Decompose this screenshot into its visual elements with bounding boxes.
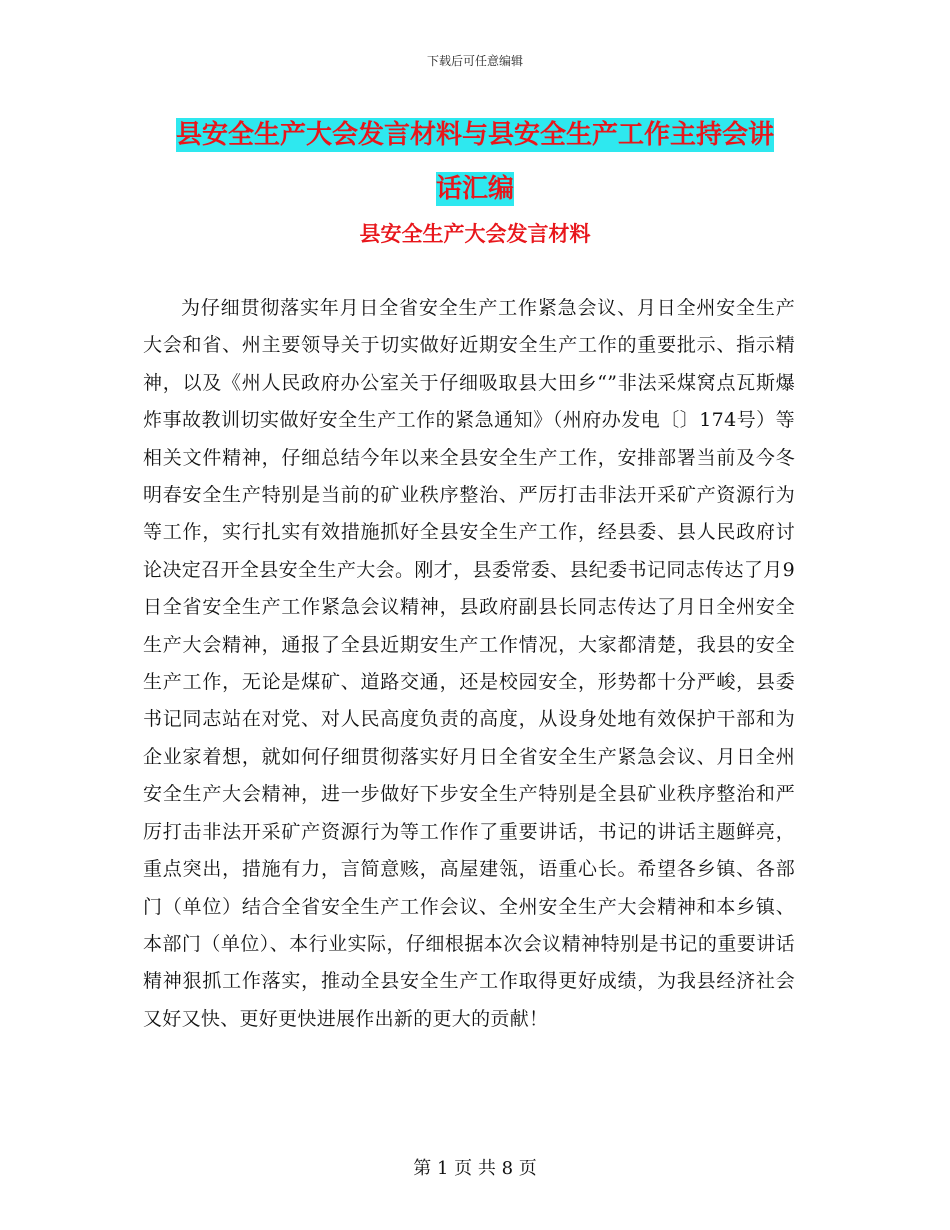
- document-title: [145, 108, 805, 216]
- title-line-1: 县安全生产大会发言材料与县安全生产工作主持会讲: [175, 120, 774, 150]
- title-line-2: 话汇编: [435, 174, 514, 204]
- section-title: 县安全生产大会发言材料: [359, 222, 591, 246]
- header-note: 下载后可任意编辑: [426, 54, 523, 68]
- body-paragraph: 为仔细贯彻落实年月日全省安全生产工作紧急会议、月日全州安全生产大会和省、州主要领导关于切实做好近期安全生产工作的重要批示、指示精神，以及《州人民政府办公室关于仔细吸取县大田乡“”非法采煤窝点瓦斯爆炸事故教训切实做好安全生产工作的紧急通知》（州府办发电〔〕174号）等相关文件精神，仔细总结今年以来全县安全生产工作，安排部署当前及今冬明春安全生产特别是当前的矿业秩序整治、严厉打击非法开采矿产资源行为等工作，实行扎实有效措施抓好全县安全生产工作，经县委、县人民政府讨论决定召开全县安全生产大会。刚才，县委常委、县纪委书记同志传达了月9日全省安全生产工作紧急会议精神，县政府副县长同志传达了月日全州安全生产大会精神，通报了全县近期安生产工作情况，大家都清楚，我县的安全生产工作，无论是煤矿、道路交通，还是校园安全，形势都十分严峻，县委书记同志站在对党、对人民高度负责的高度，从设身处地有效保护干部和为企业家着想，就如何仔细贯彻落实好月日全省安全生产紧急会议、月日全州安全生产大会精神，进一步做好下步安全生产特别是全县矿业秩序整治和严厉打击非法开采矿产资源行为等工作作了重要讲话，书记的讲话主题鲜亮，重点突出，措施有力，言简意赅，高屋建瓴，语重心长。希望各乡镇、各部门（单位）结合全省安全生产工作会议、全州安全生产大会精神和本乡镇、本部门（单位）、本行业实际，仔细根据本次会议精神特别是书记的重要讲话精神狠抓工作落实，推动全县安全生产工作取得更好成绩，为我县经济社会又好又快、更好更快进展作出新的更大的贡献！: [143, 297, 795, 1030]
- page-footer: 第 1 页 共 8 页: [413, 1158, 537, 1179]
